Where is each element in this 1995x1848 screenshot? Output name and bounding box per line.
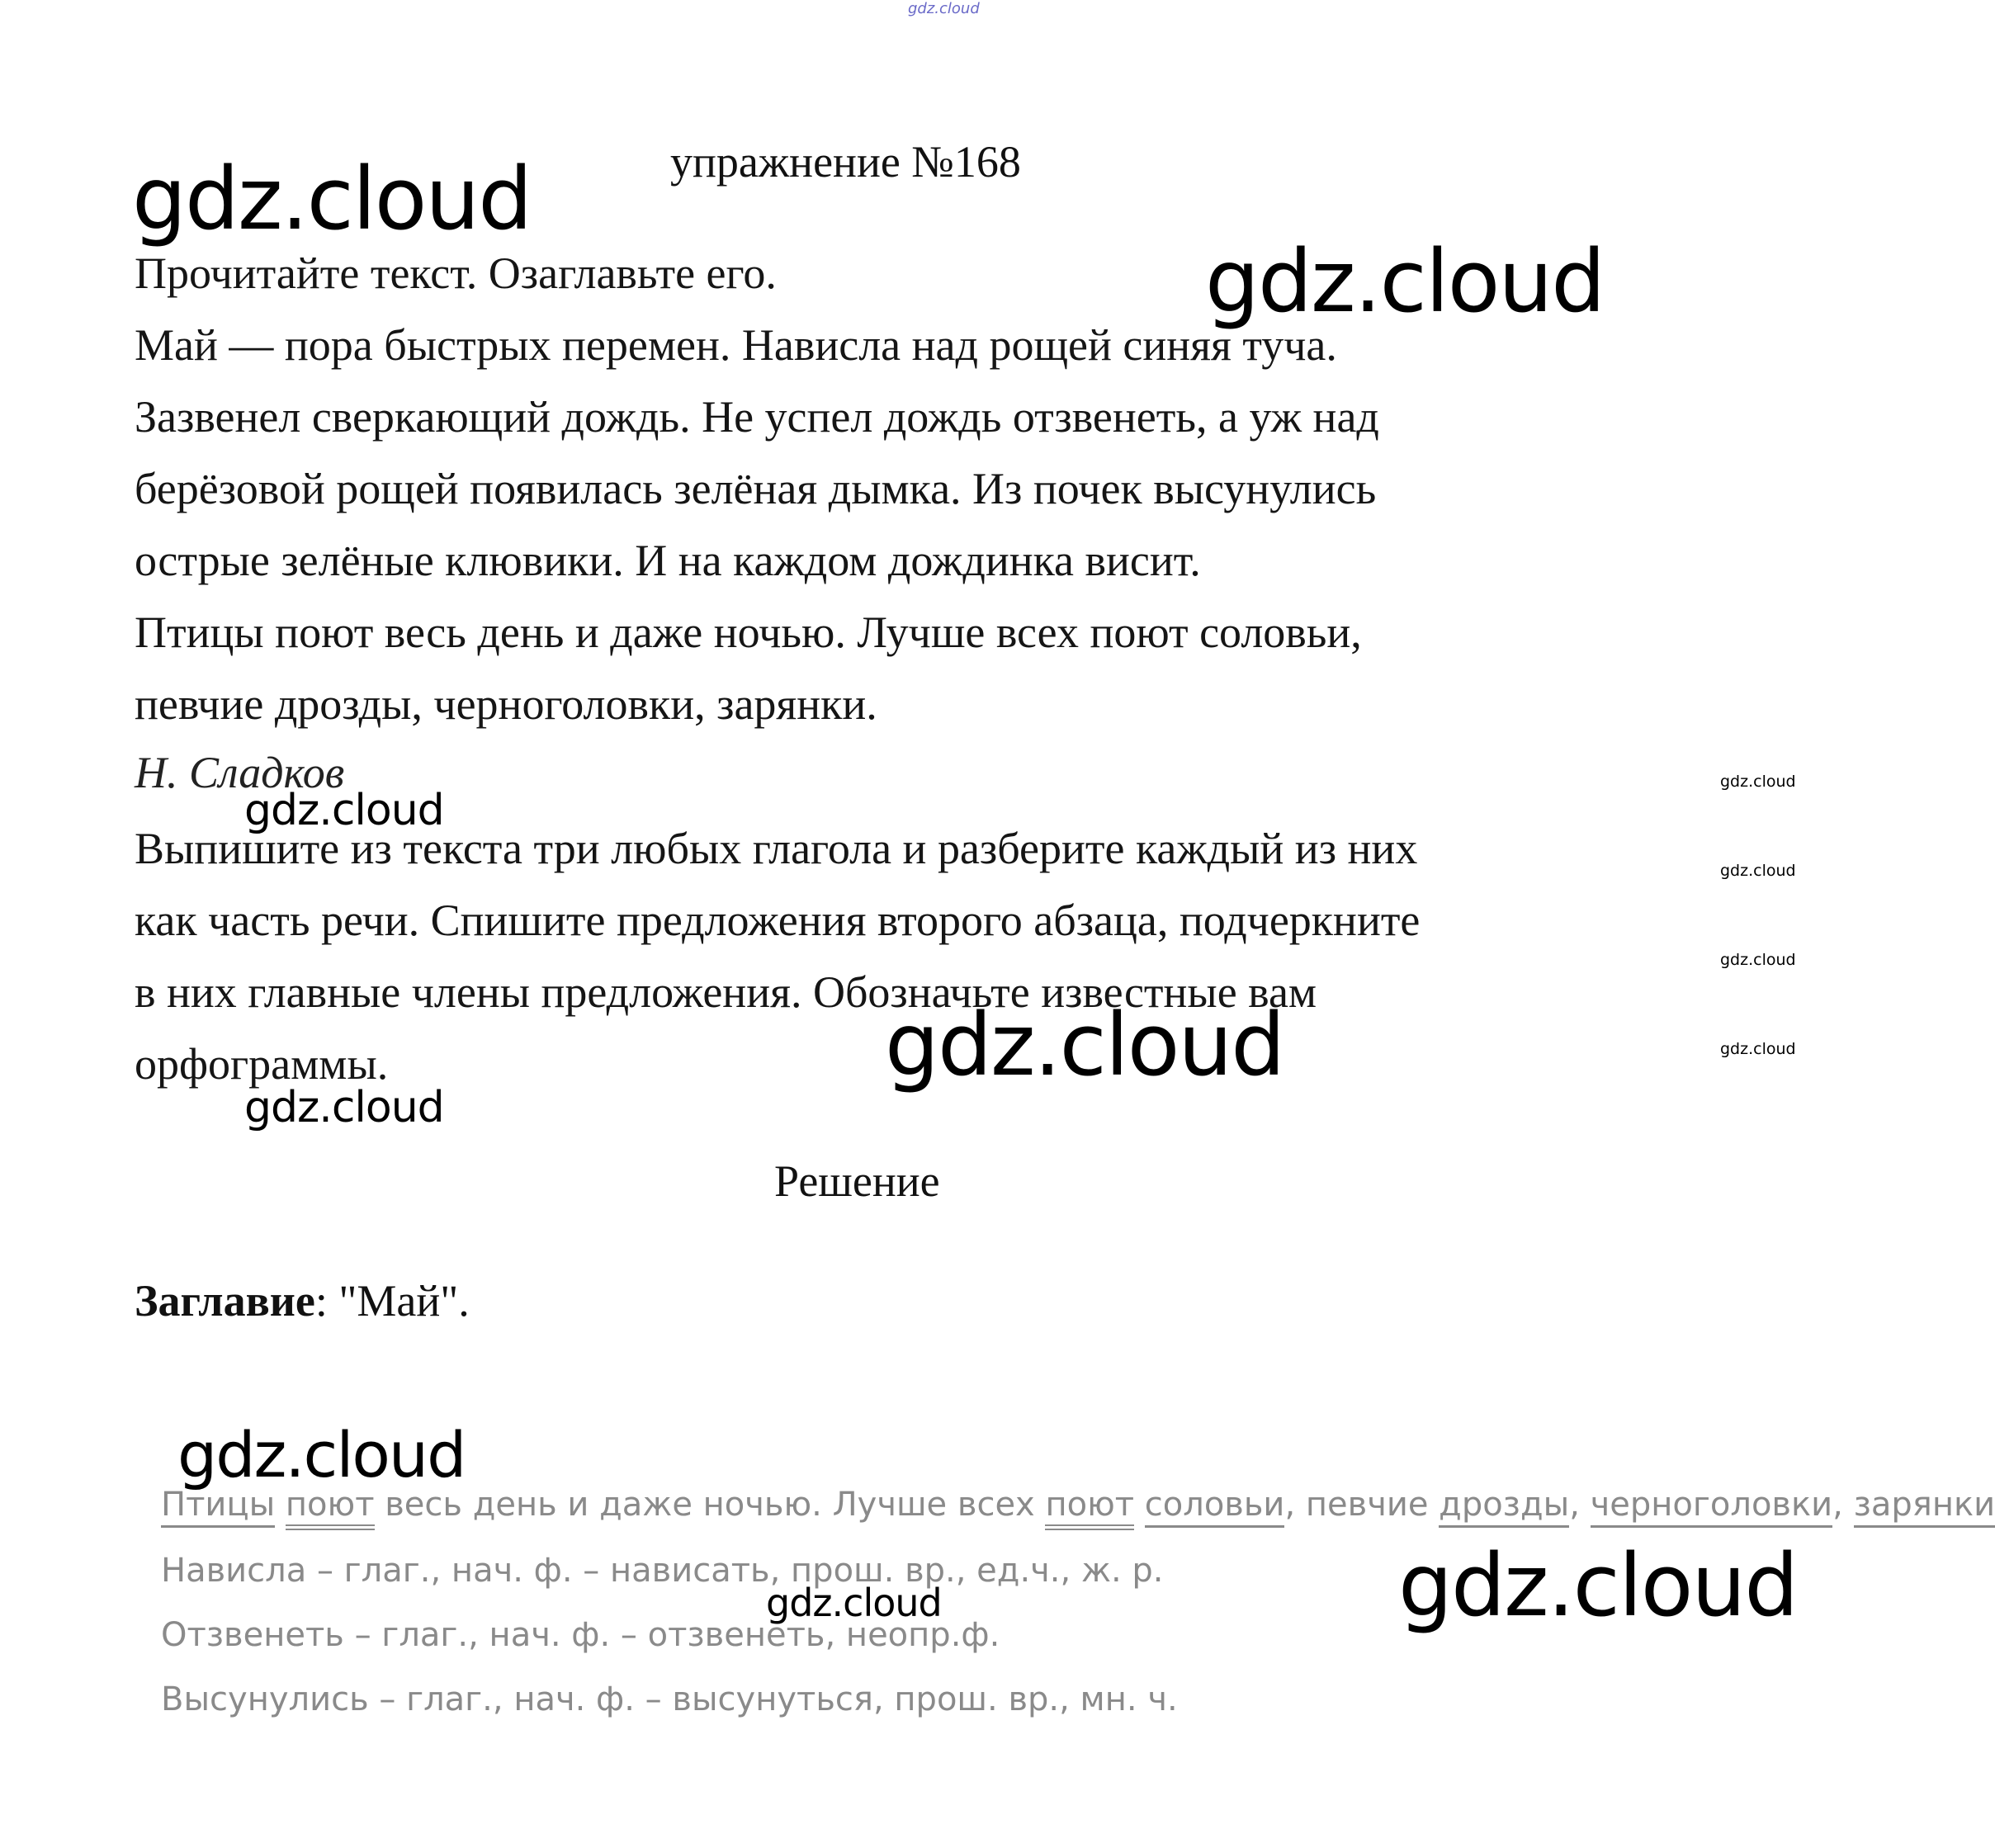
watermark: gdz.cloud <box>766 1581 942 1625</box>
task-text-line: Май — пора быстрых перемен. Нависла над рощей синяя туча. <box>135 320 1337 370</box>
solution-title: Решение <box>774 1156 940 1206</box>
subject-word: соловьи <box>1145 1486 1285 1528</box>
watermark: gdz.cloud <box>1205 231 1605 332</box>
watermark: gdz.cloud <box>244 786 444 835</box>
subject-word: черноголовки <box>1591 1486 1833 1528</box>
predicate-word: поют <box>286 1486 375 1530</box>
solution-heading <box>135 1275 470 1326</box>
task-instruction: Прочитайте текст. Озаглавьте его. <box>135 248 777 298</box>
author: Н. Сладков <box>135 748 345 797</box>
sentence-fragment: , <box>1569 1486 1591 1524</box>
assignment-line: орфограммы. <box>135 1039 389 1089</box>
verb-analysis: Нависла – глаг., нач. ф. – нависать, прош. вр., ед.ч., ж. р. <box>161 1552 1164 1590</box>
subject-word: зарянки <box>1854 1486 1995 1528</box>
assignment-line: Выпишите из текста три любых глагола и разберите каждый из них <box>135 824 1418 873</box>
task-text-line: Птицы поют весь день и даже ночью. Лучше всех поют соловьи, <box>135 607 1362 657</box>
watermark: gdz.cloud <box>132 149 532 249</box>
watermark: gdz.cloud <box>1720 773 1796 791</box>
watermark: gdz.cloud <box>1720 862 1796 880</box>
sentence-fragment <box>1134 1486 1145 1524</box>
heading-label: Заглавие <box>135 1276 315 1326</box>
heading-value: : "Май". <box>314 1276 470 1326</box>
task-text-line: острые зелёные клювики. И на каждом дождинка висит. <box>135 536 1201 585</box>
watermark: gdz.cloud <box>1398 1535 1798 1636</box>
assignment-line: как часть речи. Спишите предложения второго абзаца, подчеркните <box>135 896 1421 945</box>
verb-analysis: Высунулись – глаг., нач. ф. – высунуться, прош. вр., мн. ч. <box>161 1680 1178 1718</box>
subject-word: Птицы <box>161 1486 275 1528</box>
task-text-line: певчие дрозды, черноголовки, зарянки. <box>135 679 877 729</box>
sentence-fragment: , <box>1832 1486 1854 1524</box>
predicate-word: поют <box>1045 1486 1134 1530</box>
watermark: gdz.cloud <box>1720 1040 1796 1058</box>
exercise-title: упражнение №168 <box>670 137 1021 187</box>
subject-word: дрозды <box>1439 1486 1569 1528</box>
sentence-fragment: весь день и даже ночью. Лучше всех <box>374 1486 1046 1524</box>
verb-analysis: Отзвенеть – глаг., нач. ф. – отзвенеть, неопр.ф. <box>161 1616 1000 1654</box>
watermark: gdz.cloud <box>1720 951 1796 969</box>
sentence-fragment: , певчие <box>1284 1486 1440 1524</box>
watermark: gdz.cloud <box>244 1083 444 1132</box>
top-watermark: gdz.cloud <box>908 0 980 17</box>
watermark: gdz.cloud <box>885 995 1284 1095</box>
task-text-line: Зазвенел сверкающий дождь. Не успел дождь отзвенеть, а уж над <box>135 392 1379 442</box>
task-text-line: берёзовой рощей появилась зелёная дымка. Из почек высунулись <box>135 464 1377 513</box>
assignment-line: в них главные члены предложения. Обозначьте известные вам <box>135 967 1317 1017</box>
watermark: gdz.cloud <box>177 1418 466 1491</box>
